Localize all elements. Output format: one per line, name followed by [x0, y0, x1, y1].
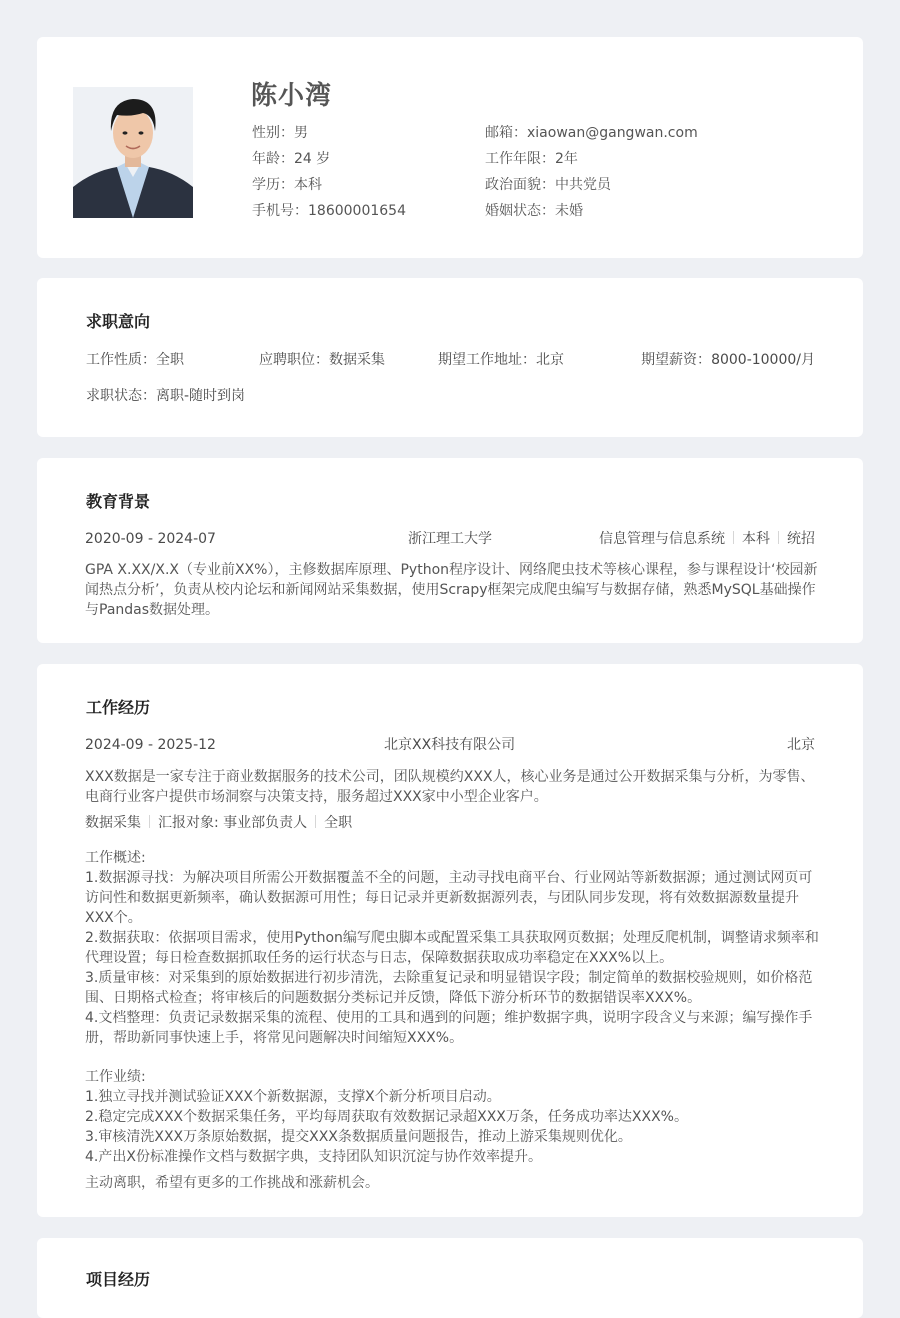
job-intent-card — [37, 278, 863, 437]
email-row — [485, 122, 698, 142]
education-school: 浙江理工大学 — [408, 531, 492, 547]
work-tag: 全职 — [324, 815, 353, 831]
work-period: 2024-09 - 2025-12 — [85, 737, 216, 753]
work-years-value: 2年 — [555, 151, 578, 167]
work-overview — [85, 848, 820, 1048]
marital-value: 未婚 — [555, 203, 583, 219]
work-years-row — [485, 148, 578, 168]
job-type-row — [86, 350, 184, 370]
work-experience-card — [37, 664, 863, 1217]
education-level-label: 学历： — [252, 177, 294, 193]
age-label: 年龄： — [252, 151, 294, 167]
work-city: 北京 — [787, 737, 815, 753]
job-status-value: 离职-随时到岗 — [156, 388, 246, 404]
education-card — [37, 458, 863, 643]
politics-label: 政治面貌： — [485, 177, 555, 193]
candidate-name: 陈小湾 — [251, 81, 333, 111]
work-tag: 汇报对象: 事业部负责人 — [158, 815, 308, 831]
overview-item: 1.数据源寻找：为解决项目所需公开数据覆盖不全的问题，主动寻找电商平台、行业网站等新数据源；通过测试网页可访问性和数据更新频率，确认数据源可用性；每日记录并更新数据源列表，与团队同步发现，将有效数据源数量提升XXX个。 — [85, 870, 813, 926]
work-company: 北京XX科技有限公司 — [384, 737, 516, 753]
education-meta — [599, 529, 815, 549]
gender-label: 性别： — [252, 125, 294, 141]
profile-card — [37, 37, 863, 258]
job-position-row — [259, 350, 385, 370]
politics-value: 中共党员 — [555, 177, 611, 193]
job-type-label: 工作性质： — [86, 352, 156, 368]
overview-item: 3.质量审核：对采集到的原始数据进行初步清洗，去除重复记录和明显错误字段；制定简单的数据校验规则，如价格范围、日期格式检查；将审核后的问题数据分类标记并反馈，降低下游分析环节的数据错误率XXX%。 — [85, 970, 813, 1006]
job-status-label: 求职状态： — [86, 388, 156, 404]
gender-row — [252, 122, 308, 142]
work-tag: 数据采集 — [85, 815, 141, 831]
marital-row — [485, 200, 583, 220]
achievement-item: 4.产出X份标准操作文档与数据字典，支持团队知识沉淀与协作效率提升。 — [85, 1149, 542, 1165]
job-city-label: 期望工作地址： — [438, 352, 536, 368]
education-title: 教育背景 — [86, 492, 151, 511]
job-position-value: 数据采集 — [329, 352, 385, 368]
achievement-item: 2.稳定完成XXX个数据采集任务，平均每周获取有效数据记录超XXX万条，任务成功率达XXX%。 — [85, 1109, 688, 1125]
divider — [733, 531, 734, 544]
project-experience-card — [37, 1238, 863, 1318]
education-period: 2020-09 - 2024-07 — [85, 531, 216, 547]
job-salary-label: 期望薪资： — [641, 352, 712, 368]
job-city-value: 北京 — [536, 352, 564, 368]
gender-value: 男 — [294, 125, 308, 141]
work-achievements — [85, 1067, 820, 1167]
work-years-label: 工作年限： — [485, 151, 555, 167]
job-position-label: 应聘职位： — [259, 352, 329, 368]
leave-reason: 主动离职，希望有更多的工作挑战和涨薪机会。 — [85, 1175, 379, 1191]
work-tags — [85, 813, 352, 833]
education-major: 信息管理与信息系统 — [599, 531, 725, 547]
education-degree: 本科 — [742, 531, 770, 547]
education-description: GPA X.XX/X.X（专业前XX%），主修数据库原理、Python程序设计、网络爬虫技术等核心课程，参与课程设计‘校园新闻热点分析’，负责从校内论坛和新闻网站采集数据，使用Scrapy框架完成爬虫编写与数据存储，熟悉MySQL基础操作与Pandas数据处理。 — [85, 562, 818, 618]
overview-item: 2.数据获取：依据项目需求，使用Python编写爬虫脚本或配置采集工具获取网页数据；处理反爬机制，调整请求频率和代理设置；每日检查数据抓取任务的运行状态与日志，保障数据获取成功率稳定在XXX%以上。 — [85, 930, 819, 966]
company-description: XXX数据是一家专注于商业数据服务的技术公司，团队规模约XXX人，核心业务是通过公开数据采集与分析，为零售、电商行业客户提供市场洞察与决策支持，服务超过XXX家中小型企业客户。 — [85, 769, 815, 805]
divider — [149, 815, 150, 828]
phone-label: 手机号： — [252, 203, 308, 219]
avatar-photo — [73, 87, 193, 218]
job-city-row — [438, 350, 564, 370]
job-salary-value: 8000-10000/月 — [711, 352, 815, 368]
overview-item: 4.文档整理：负责记录数据采集的流程、使用的工具和遇到的问题；维护数据字典，说明字段含义与来源；编写操作手册，帮助新同事快速上手，将常见问题解决时间缩短XXX%。 — [85, 1010, 813, 1046]
achievements-label: 工作业绩: — [85, 1069, 146, 1085]
achievement-item: 1.独立寻找并测试验证XXX个新数据源，支撑X个新分析项目启动。 — [85, 1089, 501, 1105]
education-level-row — [252, 174, 322, 194]
job-status-row — [86, 386, 245, 406]
age-value: 24 岁 — [294, 151, 331, 167]
project-title: 项目经历 — [86, 1270, 151, 1289]
phone-value: 18600001654 — [308, 203, 406, 219]
work-title: 工作经历 — [86, 698, 151, 717]
age-row — [252, 148, 330, 168]
education-level-value: 本科 — [294, 177, 322, 193]
overview-label: 工作概述: — [85, 850, 146, 866]
phone-row — [252, 200, 406, 220]
divider — [315, 815, 316, 828]
marital-label: 婚姻状态： — [485, 203, 555, 219]
politics-row — [485, 174, 611, 194]
job-type-value: 全职 — [156, 352, 184, 368]
email-value: xiaowan@gangwan.com — [527, 125, 698, 141]
job-intent-title: 求职意向 — [86, 312, 151, 331]
education-admission: 统招 — [787, 531, 815, 547]
job-salary-row — [641, 350, 815, 370]
divider — [778, 531, 779, 544]
achievement-item: 3.审核清洗XXX万条原始数据，提交XXX条数据质量问题报告，推动上游采集规则优化。 — [85, 1129, 632, 1145]
email-label: 邮箱： — [485, 125, 527, 141]
